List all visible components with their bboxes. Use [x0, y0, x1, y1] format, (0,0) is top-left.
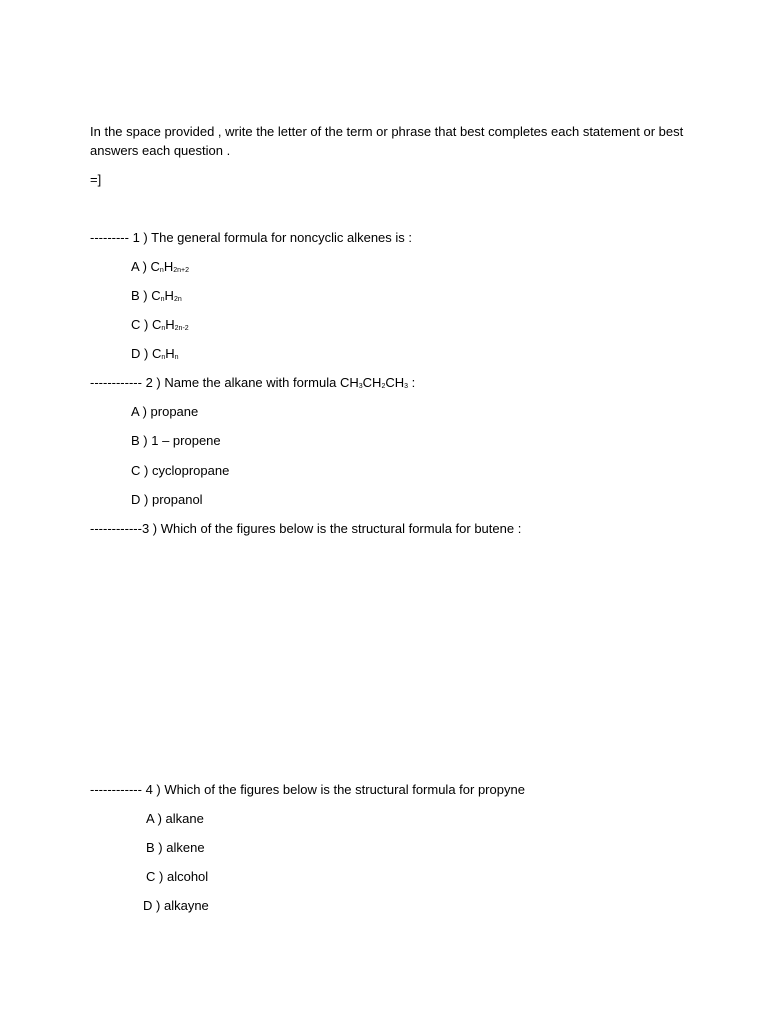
- formula: $CH_3CH_2CH_3$: [339, 375, 409, 390]
- option-2c: C ) cyclopropane: [131, 463, 230, 478]
- option-2b: B ) 1 – propene: [131, 433, 221, 448]
- answer-blank: ------------: [90, 782, 142, 797]
- instructions-text: In the space provided , write the letter of the term or phrase that best completes each statement or best answers each question .: [90, 124, 684, 158]
- option-4a: A ) alkane: [146, 811, 204, 826]
- answer-blank: ---------: [90, 230, 129, 245]
- option-1d: D ) $C_nH_n$: [131, 346, 179, 361]
- question-number: 4 ): [145, 782, 161, 797]
- stray-mark: =]: [90, 172, 102, 187]
- question-number: 2 ): [145, 375, 161, 390]
- question-text: Which of the figures below is the structural formula for propyne: [164, 782, 525, 797]
- answer-blank: ------------: [90, 521, 142, 536]
- question-number: 1 ): [132, 230, 148, 245]
- question-number: 3 ): [141, 521, 158, 536]
- formula: $C_nH_{2n+2}$: [150, 259, 189, 274]
- question-4: [90, 781, 525, 799]
- formula: $C_nH_n$: [151, 346, 179, 361]
- option-1b: B ) $C_nH_{2n}$: [131, 288, 182, 303]
- question-text: Which of the figures below is the structural formula for butene :: [160, 521, 522, 536]
- question-text: Name the alkane with formula: [164, 375, 340, 390]
- formula: $C_nH_{2n}$: [151, 288, 182, 303]
- answer-blank: ------------: [90, 375, 142, 390]
- option-2a: A ) propane: [131, 404, 199, 419]
- option-4d: D ) alkayne: [143, 898, 209, 913]
- option-1a: A ) $C_nH_{2n+2}$: [131, 259, 189, 274]
- option-4b: B ) alkene: [146, 840, 205, 855]
- question-1: [90, 229, 412, 247]
- option-2d: D ) propanol: [131, 492, 203, 507]
- question-text: The general formula for noncyclic alkenes is :: [151, 230, 413, 245]
- question-2: ------------ 2 ) Name the alkane with formula $CH_3CH_2CH_3$ :: [90, 375, 416, 390]
- question-3: [90, 520, 521, 538]
- option-1c: C ) $C_nH_{2n-2}$: [131, 317, 189, 332]
- option-4c: C ) alcohol: [146, 869, 209, 884]
- formula: $C_nH_{2n-2}$: [151, 317, 189, 332]
